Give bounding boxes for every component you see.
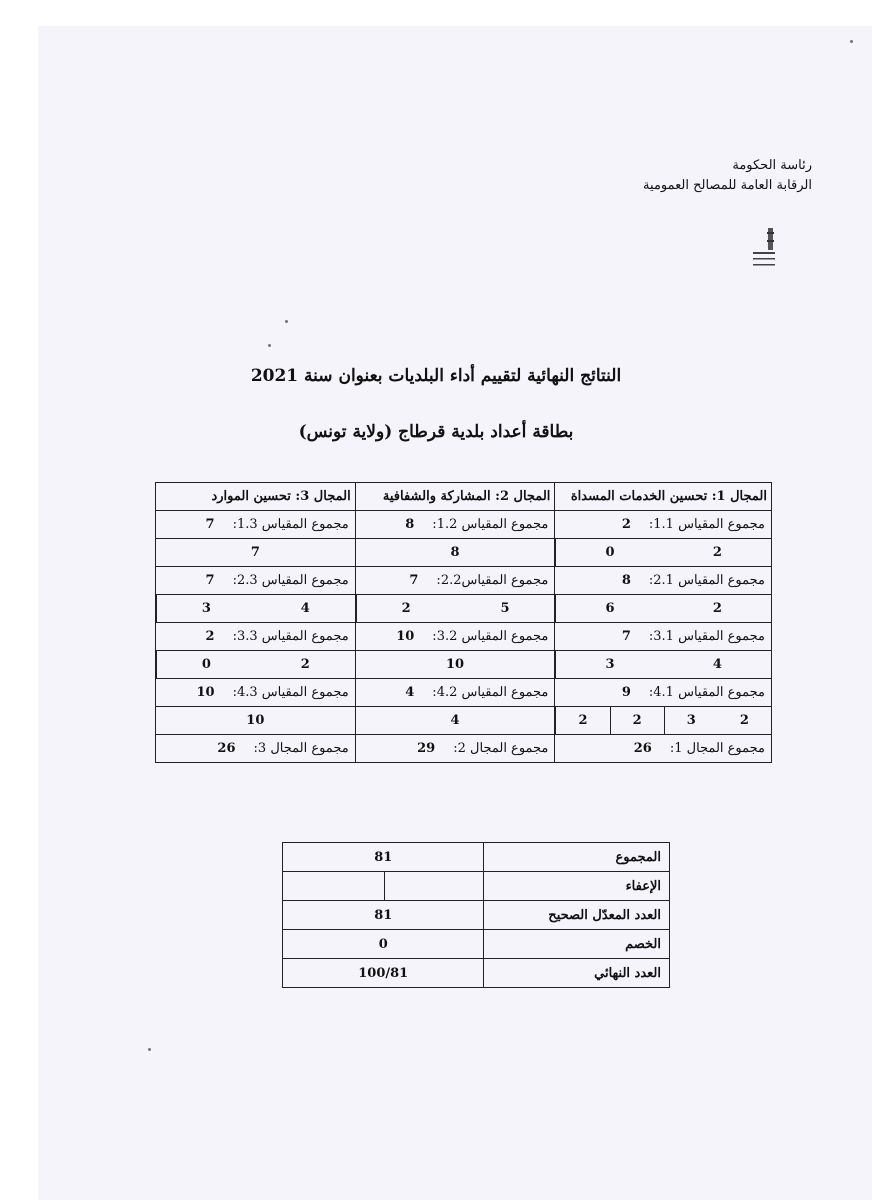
criterion-label: مجموع المقياس 2.1: xyxy=(648,573,765,588)
domain-total-cell xyxy=(555,735,772,763)
criterion-total: 10 xyxy=(196,685,215,700)
sub-score: 2 xyxy=(555,707,609,734)
criterion-total-cell xyxy=(355,567,555,595)
criterion-label: مجموع المقياس2.2: xyxy=(436,573,549,588)
domain-total-cell xyxy=(355,735,555,763)
issuer-line-1: رئاسة الحكومة xyxy=(732,158,812,173)
sub-score: 2 xyxy=(712,545,722,560)
criterion-total: 7 xyxy=(205,573,215,588)
summary-value: 81 xyxy=(283,901,484,930)
criterion-total-cell xyxy=(555,623,772,651)
sub-score: 10 xyxy=(446,657,465,672)
criterion-total: 7 xyxy=(621,629,631,644)
summary-row xyxy=(283,843,670,872)
sub-score: 2 xyxy=(356,595,456,622)
sub-scores-cell xyxy=(555,651,772,679)
criterion-total-cell xyxy=(355,511,555,539)
summary-value: 0 xyxy=(283,930,484,959)
summary-label: العدد المعدّل الصحيح xyxy=(484,901,670,930)
criterion-total: 10 xyxy=(396,629,415,644)
criterion-label: مجموع المقياس 1.3: xyxy=(232,517,349,532)
domain-total: 29 xyxy=(417,741,436,756)
criterion-total-cell xyxy=(555,679,772,707)
sub-score: 3 xyxy=(156,595,256,622)
domain-total-label: مجموع المجال 1: xyxy=(669,741,765,756)
sub-scores-cell xyxy=(555,595,772,623)
criterion-total: 9 xyxy=(621,685,631,700)
criterion-total: 8 xyxy=(621,573,631,588)
criterion-label: مجموع المقياس 3.2: xyxy=(432,629,549,644)
criterion-total-cell xyxy=(555,567,772,595)
criterion-total-cell xyxy=(555,511,772,539)
summary-row xyxy=(283,930,670,959)
sub-scores-cell xyxy=(156,707,356,735)
criterion-label: مجموع المقياس 4.2: xyxy=(432,685,549,700)
summary-value xyxy=(384,872,484,901)
sub-score: 3 xyxy=(664,707,718,734)
summary-label: الإعفاء xyxy=(484,872,670,901)
sub-scores-cell xyxy=(355,539,555,567)
criterion-total-cell xyxy=(156,511,356,539)
criterion-total: 7 xyxy=(205,517,215,532)
criterion-total: 4 xyxy=(405,685,415,700)
criterion-total-cell xyxy=(156,567,356,595)
criterion-total: 2 xyxy=(621,517,631,532)
summary-empty-cell xyxy=(283,872,385,901)
domain-header: المجال 2: المشاركة والشفافية xyxy=(355,483,555,511)
results-table xyxy=(155,482,772,763)
criterion-total: 2 xyxy=(205,629,215,644)
domain-total-label: مجموع المجال 2: xyxy=(453,741,549,756)
sub-score: 7 xyxy=(250,545,260,560)
summary-row xyxy=(283,959,670,988)
page-title: النتائج النهائية لتقييم أداء البلديات بعنوان سنة 2021 xyxy=(250,366,622,386)
sub-scores-cell xyxy=(355,707,555,735)
criterion-label: مجموع المقياس 4.1: xyxy=(648,685,765,700)
criterion-label: مجموع المقياس 1.2: xyxy=(432,517,549,532)
criterion-total-cell xyxy=(156,623,356,651)
sub-score: 2 xyxy=(610,707,664,734)
sub-scores-cell xyxy=(355,651,555,679)
sub-scores-cell xyxy=(156,595,356,623)
summary-table xyxy=(282,842,670,988)
sub-score: 2 xyxy=(739,713,749,728)
criterion-label: مجموع المقياس 3.3: xyxy=(232,629,349,644)
sub-scores-cell xyxy=(355,595,555,623)
page-subtitle: بطاقة أعداد بلدية قرطاج (ولاية تونس) xyxy=(298,422,574,442)
summary-label: العدد النهائي xyxy=(484,959,670,988)
sub-score: 6 xyxy=(555,595,663,622)
summary-label: الخصم xyxy=(484,930,670,959)
domain-total-label: مجموع المجال 3: xyxy=(253,741,349,756)
sub-score: 5 xyxy=(500,601,510,616)
sub-score: 4 xyxy=(712,657,722,672)
domain-total-cell xyxy=(156,735,356,763)
criterion-total-cell xyxy=(355,679,555,707)
sub-score: 3 xyxy=(555,651,663,678)
sub-score: 2 xyxy=(712,601,722,616)
sub-score: 0 xyxy=(156,651,256,678)
summary-row xyxy=(283,901,670,930)
criterion-total: 7 xyxy=(409,573,419,588)
criterion-total: 8 xyxy=(405,517,415,532)
sub-score: 0 xyxy=(555,539,663,566)
sub-score: 4 xyxy=(300,601,310,616)
summary-label: المجموع xyxy=(484,843,670,872)
sub-scores-cell xyxy=(156,651,356,679)
criterion-label: مجموع المقياس 2.3: xyxy=(232,573,349,588)
emblem-logo xyxy=(751,226,777,270)
criterion-label: مجموع المقياس 1.1: xyxy=(648,517,765,532)
summary-value: 81 xyxy=(283,843,484,872)
sub-scores-cell xyxy=(156,539,356,567)
criterion-total-cell xyxy=(355,623,555,651)
domain-header: المجال 1: تحسين الخدمات المسداة xyxy=(555,483,772,511)
sub-scores-cell xyxy=(555,707,772,735)
sub-score: 2 xyxy=(300,657,310,672)
sub-score: 10 xyxy=(246,713,265,728)
criterion-label: مجموع المقياس 3.1: xyxy=(648,629,765,644)
domain-header: المجال 3: تحسين الموارد xyxy=(156,483,356,511)
sub-score: 4 xyxy=(450,713,460,728)
sub-scores-cell xyxy=(555,539,772,567)
summary-value: 100/81 xyxy=(283,959,484,988)
criterion-label: مجموع المقياس 4.3: xyxy=(232,685,349,700)
criterion-total-cell xyxy=(156,679,356,707)
issuer-header xyxy=(643,156,812,196)
domain-total: 26 xyxy=(633,741,652,756)
domain-total: 26 xyxy=(217,741,236,756)
issuer-line-2: الرقابة العامة للمصالح العمومية xyxy=(643,178,812,193)
sub-score: 8 xyxy=(450,545,460,560)
summary-row xyxy=(283,872,670,901)
